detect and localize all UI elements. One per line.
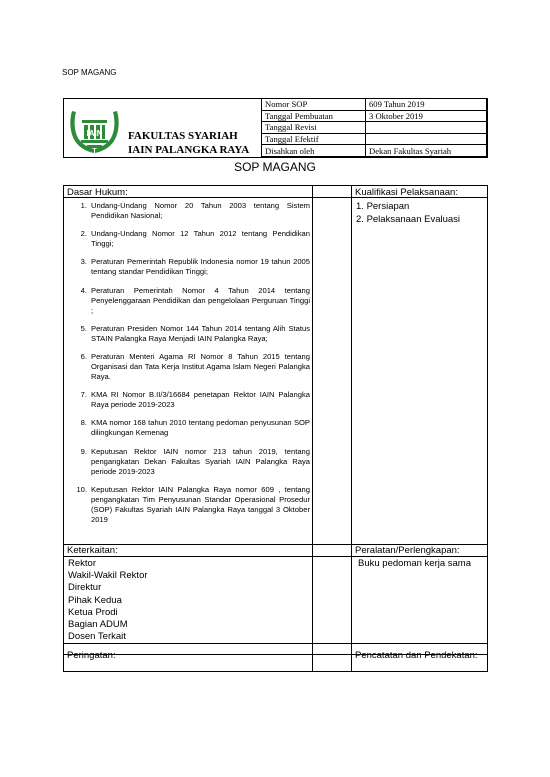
keterkaitan-label: Keterkaitan:	[67, 545, 118, 556]
list-item-text: Keputusan Rektor IAIN Palangka Raya nomor 609 , tentang pengangkatan Tim Penyusunan Standar Operasional Prosedur (SOP) Fakultas Syariah IAIN Palangka Raya tanggal 3 Oktober 2019	[91, 484, 310, 524]
list-item: 5. Peraturan Presiden Nomor 144 Tahun 2014 tentang Alih Status STAIN Palangka Raya Menjadi IAIN Palangka Raya;	[80, 323, 310, 343]
keterkaitan-list	[68, 558, 148, 643]
list-item: Buku pedoman kerja sama	[358, 558, 472, 569]
meta-row	[262, 99, 487, 111]
list-item: 2. Undang-Undang Nomor 12 Tahun 2012 tentang Pendidikan Tinggi;	[80, 229, 310, 249]
peringatan-label: Peringatan:	[67, 650, 116, 661]
list-item: Wakil-Wakil Rektor	[68, 570, 148, 582]
list-item: 1. Persiapan	[356, 201, 410, 212]
column-divider	[351, 186, 352, 671]
peralatan-list	[358, 558, 471, 570]
page-header-text: SOP MAGANG	[62, 68, 117, 77]
list-item: 2. Pelaksanaan Evaluasi	[356, 213, 461, 225]
list-item-text: KMA RI Nomor B.II/3/16684 penetapan Rektor IAIN Palangka Raya periode 2019-2023	[91, 390, 310, 410]
list-item: 7. KMA RI Nomor B.II/3/16684 penetapan Rektor IAIN Palangka Raya periode 2019-2023	[80, 390, 310, 410]
meta-label: Nomor SOP	[262, 99, 366, 111]
institution-line-2: IAIN PALANGKA RAYA	[128, 144, 250, 156]
pencatatan-label: Pencatatan dan Pendekatan:	[355, 650, 478, 661]
list-item: Direktur	[68, 582, 102, 594]
list-item-text: Pelaksanaan Evaluasi	[366, 213, 461, 225]
sop-meta-table	[261, 98, 487, 157]
list-item-text: Peraturan Presiden Nomor 144 Tahun 2014 tentang Alih Status STAIN Palangka Raya Menjadi IAIN Palangka Raya;	[91, 323, 310, 343]
list-item: 1. Undang-Undang Nomor 20 Tahun 2003 tentang Sistem Pendidikan Nasional;	[80, 201, 310, 220]
list-item: Ketua Prodi	[68, 606, 118, 618]
list-item: 8. KMA nomor 168 tahun 2010 tentang pedoman penyusunan SOP dilingkungan Kemenag	[80, 418, 310, 438]
list-item: 4. Peraturan Pemerintah Nomor 4 Tahun 2014 tentang Penyelenggaraan Pendidikan dan pengelolaan Perguruan Tinggi ;	[80, 285, 310, 315]
list-item-text: Keputusan Rektor IAIN nomor 213 tahun 2019, tentang pengangkatan Dekan Fakultas Syariah IAIN Palangka Raya periode 2019-2023	[91, 446, 310, 476]
meta-row	[262, 122, 487, 134]
list-item: 10. Keputusan Rektor IAIN Palangka Raya nomor 609 , tentang pengangkatan Tim Penyusunan Standar Operasional Prosedur (SOP) Fakultas Syariah IAIN Palangka Raya tanggal 3 Oktober 2019	[76, 484, 310, 524]
iain-logo	[67, 107, 122, 155]
peralatan-label: Peralatan/Perlengkapan:	[355, 545, 460, 556]
list-item: Dosen Terkait	[68, 631, 126, 643]
kualifikasi-label: Kualifikasi Pelaksanaan:	[355, 187, 458, 198]
list-item: 3. Peraturan Pemerintah Republik Indonesia nomor 19 tahun 2005 tentang standar Pendidikan Tinggi;	[80, 257, 310, 277]
meta-label: Tanggal Revisi	[262, 122, 366, 134]
dasar-hukum-label: Dasar Hukum:	[67, 187, 128, 198]
meta-label: Tanggal Efektif	[262, 133, 366, 145]
column-divider	[312, 186, 313, 671]
dasar-hukum-list	[68, 201, 310, 533]
meta-value: 609 Tahun 2019	[366, 99, 487, 111]
logo-text: IAIN	[86, 129, 103, 138]
meta-value	[366, 122, 487, 134]
sop-body-table	[63, 185, 488, 672]
list-item: Pihak Kedua	[68, 594, 122, 606]
meta-label: Disahkan oleh	[262, 145, 366, 157]
list-item-text: Undang-Undang Nomor 12 Tahun 2012 tentang Pendidikan Tinggi;	[91, 229, 310, 249]
meta-row	[262, 133, 487, 145]
row-divider	[64, 556, 487, 557]
list-item-text: KMA nomor 168 tahun 2010 tentang pedoman penyusunan SOP dilingkungan Kemenag	[91, 418, 310, 438]
list-item: 6. Peraturan Menteri Agama RI Nomor 8 Tahun 2015 tentang Organisasi dan Tata Kerja Institut Agama Islam Negeri Palangka Raya.	[80, 351, 310, 381]
meta-row	[262, 110, 487, 122]
institution-name	[128, 129, 249, 157]
kualifikasi-list	[356, 201, 460, 226]
meta-row	[262, 145, 487, 157]
list-item-text: Undang-Undang Nomor 20 Tahun 2003 tentang Sistem Pendidikan Nasional;	[91, 201, 310, 220]
meta-value: 3 Oktober 2019	[366, 110, 487, 122]
institution-line-1: FAKULTAS SYARIAH	[128, 130, 238, 142]
meta-value	[366, 133, 487, 145]
list-item-text: Peraturan Pemerintah Republik Indonesia nomor 19 tahun 2005 tentang standar Pendidikan Tinggi;	[91, 257, 310, 277]
list-item: Bagian ADUM	[68, 619, 128, 631]
list-item-text: Peraturan Menteri Agama RI Nomor 8 Tahun 2015 tentang Organisasi dan Tata Kerja Institut Agama Islam Negeri Palangka Raya.	[91, 351, 310, 381]
meta-value: Dekan Fakultas Syariah	[366, 145, 487, 157]
meta-label: Tanggal Pembuatan	[262, 110, 366, 122]
list-item: Rektor	[68, 558, 96, 569]
document-title: SOP MAGANG	[234, 160, 316, 174]
sop-header-box	[63, 98, 488, 158]
list-item: 9. Keputusan Rektor IAIN nomor 213 tahun 2019, tentang pengangkatan Dekan Fakultas Syariah IAIN Palangka Raya periode 2019-2023	[80, 446, 310, 476]
list-item-text: Persiapan	[366, 201, 410, 212]
list-item-text: Peraturan Pemerintah Nomor 4 Tahun 2014 tentang Penyelenggaraan Pendidikan dan pengelolaan Perguruan Tinggi ;	[91, 285, 310, 315]
